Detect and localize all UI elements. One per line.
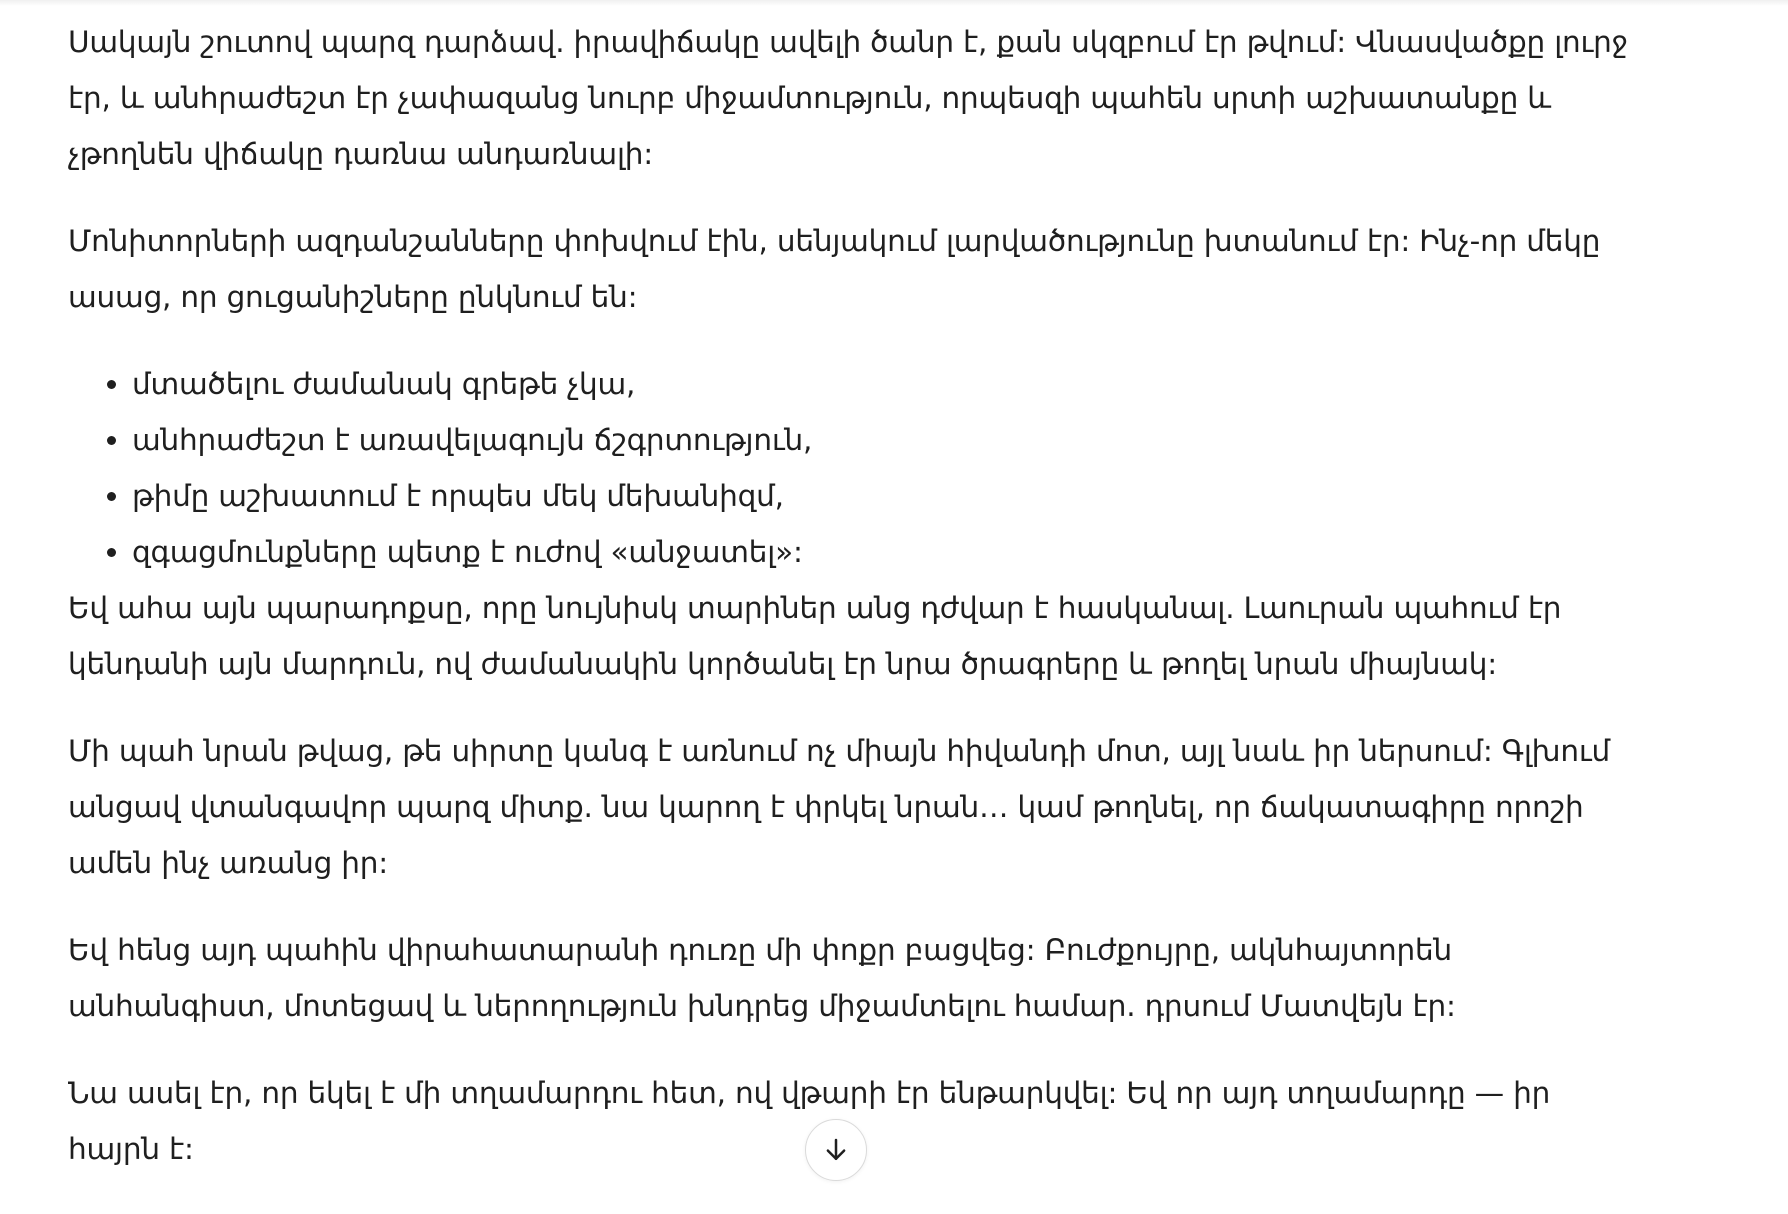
paragraph-1: Սակայն շուտով պարզ դարձավ. իրավիճակը ավելի ծանր է, քան սկզբում էր թվում: Վնասվածքը լուրջ էր, և անհրաժեշտ էր չափազանց նուրբ միջամտություն, որպեսզի պահեն սրտի աշխատանքը և չթողնեն վիճակը դառնա անդառնալի: xyxy=(68,25,1628,171)
list-item: • թիմը աշխատում է որպես մեկ մեխանիզմ, xyxy=(132,468,1628,524)
list-item: • մտածելու ժամանակ գրեթե չկա, xyxy=(132,356,1628,412)
arrow-down-icon xyxy=(821,1135,851,1165)
paragraph-2: Մոնիտորների ազդանշանները փոխվում էին, սենյակում լարվածությունը խտանում էր: Ինչ-որ մեկը ասաց, որ ցուցանիշները ընկնում են: xyxy=(68,224,1601,314)
paragraph-6: Նա ասել էր, որ եկել է մի տղամարդու հետ, ով վթարի էր ենթարկվել: Եվ որ այդ տղամարդը — իր հայրն է: xyxy=(68,1076,1551,1166)
article-content xyxy=(68,14,1628,1208)
paragraph-3: Եվ ահա այն պարադոքսը, որը նույնիսկ տարիներ անց դժվար է հասկանալ. Լաուրան պահում էր կենդանի այն մարդուն, ով ժամանակին կործանել էր նրա ծրագրերը և թողել նրան միայնակ: xyxy=(68,591,1562,681)
scroll-to-bottom-button[interactable] xyxy=(805,1119,867,1181)
paragraph-5: Եվ հենց այդ պահին վիրահատարանի դուռը մի փոքր բացվեց: Բուժքույրը, ակնհայտորեն անհանգիստ, մոտեցավ և ներողություն խնդրեց միջամտելու համար. դրսում Մատվեյն էր: xyxy=(68,933,1456,1023)
list-item: • զգացմունքները պետք է ուժով «անջատել»: xyxy=(132,524,1628,580)
top-edge-shadow xyxy=(0,0,1788,6)
paragraph-4: Մի պահ նրան թվաց, թե սիրտը կանգ է առնում ոչ միայն հիվանդի մոտ, այլ նաև իր ներսում: Գլխում անցավ վտանգավոր պարզ միտք. նա կարող է փրկել նրան… կամ թողնել, որ ճակատագիրը որոշի ամեն ինչ առանց իր: xyxy=(68,734,1610,880)
bullet-list xyxy=(68,356,1628,580)
list-item: • անհրաժեշտ է առավելագույն ճշգրտություն, xyxy=(132,412,1628,468)
